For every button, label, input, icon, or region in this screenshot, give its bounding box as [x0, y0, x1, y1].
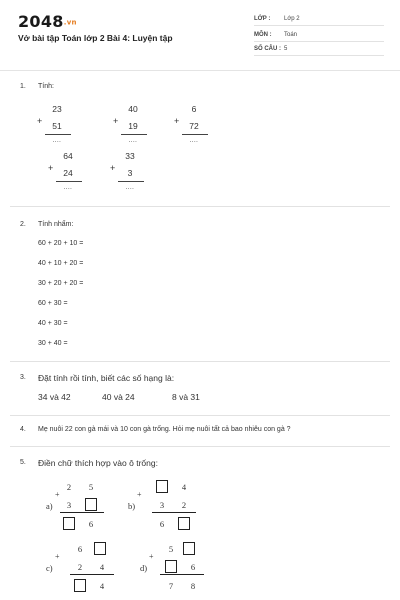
plus-sign: +	[55, 490, 60, 499]
addend-top: 23	[52, 104, 62, 114]
digit: 2	[77, 562, 83, 572]
question-text: Tính:	[38, 83, 54, 90]
puzzle-label: c)	[46, 563, 53, 573]
puzzle-a	[46, 480, 118, 542]
site-logo[interactable]	[18, 12, 77, 31]
digit: 5	[88, 482, 94, 492]
section-divider	[10, 446, 390, 447]
sum-line	[160, 574, 204, 575]
answer-blank: ....	[63, 185, 73, 191]
addend-bottom: 24	[63, 168, 73, 178]
meta-class	[254, 14, 384, 26]
question-number: 3.	[20, 374, 26, 381]
puzzle-d	[140, 542, 212, 600]
answer-blank: ....	[189, 138, 199, 144]
sum-line	[121, 134, 147, 135]
question-number: 4.	[20, 426, 26, 433]
addend-bottom: 72	[189, 121, 199, 131]
addend-bottom: 19	[128, 121, 138, 131]
plus-sign: +	[55, 552, 60, 561]
answer-box[interactable]	[165, 560, 177, 573]
addend-top: 33	[125, 151, 135, 161]
digit: 2	[181, 500, 187, 510]
puzzle-label: d)	[140, 563, 148, 573]
mental-math-item: 30 + 40 =	[38, 340, 68, 347]
answer-box[interactable]	[74, 579, 86, 592]
plus-sign: +	[37, 116, 43, 126]
question-text: Tính nhẩm:	[38, 221, 74, 228]
digit: 6	[77, 544, 83, 554]
plus-sign: +	[48, 163, 54, 173]
logo-text: 2048	[18, 12, 64, 31]
logo-suffix: .vn	[63, 18, 77, 27]
question-number: 1.	[20, 83, 26, 90]
addend-pair: 40 và 24	[102, 392, 135, 402]
plus-sign: +	[174, 116, 180, 126]
digit: 5	[168, 544, 174, 554]
sum-line	[118, 181, 144, 182]
sum-line	[60, 512, 104, 513]
digit: 6	[88, 519, 94, 529]
sum-line	[45, 134, 71, 135]
plus-sign: +	[149, 552, 154, 561]
meta-value: 5	[284, 46, 288, 52]
digit: 6	[190, 562, 196, 572]
addend-pair: 8 và 31	[172, 392, 200, 402]
answer-box[interactable]	[63, 517, 75, 530]
addend-bottom: 3	[127, 168, 133, 178]
worksheet-header	[0, 0, 400, 68]
digit: 4	[99, 562, 105, 572]
sum-line	[182, 134, 208, 135]
meta-value: Lớp 2	[284, 16, 300, 22]
answer-blank: ....	[125, 185, 135, 191]
question-text: Điền chữ thích hợp vào ô trống:	[38, 458, 158, 468]
digit: 4	[181, 482, 187, 492]
puzzle-c	[46, 542, 118, 600]
header-divider	[0, 70, 400, 71]
question-number: 5.	[20, 459, 26, 466]
digit: 6	[159, 519, 165, 529]
answer-box[interactable]	[156, 480, 168, 493]
mental-math-item: 40 + 30 =	[38, 320, 68, 327]
addend-top: 64	[63, 151, 73, 161]
digit: 3	[159, 500, 165, 510]
addend-top: 6	[191, 104, 197, 114]
answer-box[interactable]	[85, 498, 97, 511]
sum-line	[152, 512, 196, 513]
addition-column	[48, 151, 88, 211]
question-text: Mẹ nuôi 22 con gà mái và 10 con gà trống. Hỏi mẹ nuôi tất cả bao nhiêu con gà ?	[38, 426, 291, 433]
sum-line	[56, 181, 82, 182]
mental-math-item: 40 + 10 + 20 =	[38, 260, 84, 267]
page-title: Vở bài tập Toán lớp 2 Bài 4: Luyện tập	[18, 33, 173, 43]
addend-bottom: 51	[52, 121, 62, 131]
question-text: Đặt tính rồi tính, biết các số hạng là:	[38, 373, 175, 383]
meta-key: MÔN :	[254, 32, 272, 38]
plus-sign: +	[113, 116, 119, 126]
answer-blank: ....	[52, 138, 62, 144]
meta-subject	[254, 30, 384, 42]
addition-column	[174, 104, 214, 164]
mental-math-item: 60 + 30 =	[38, 300, 68, 307]
section-divider	[10, 206, 390, 207]
section-divider	[10, 361, 390, 362]
digit: 2	[66, 482, 72, 492]
answer-blank: ....	[128, 138, 138, 144]
section-divider	[10, 415, 390, 416]
meta-key: SỐ CÂU :	[254, 46, 281, 52]
meta-value: Toán	[284, 32, 298, 38]
plus-sign: +	[137, 490, 142, 499]
digit: 4	[99, 581, 105, 591]
meta-key: LỚP :	[254, 16, 271, 22]
digit: 8	[190, 581, 196, 591]
addition-column	[110, 151, 150, 211]
meta-question-count	[254, 44, 384, 56]
sum-line	[70, 574, 114, 575]
mental-math-item: 60 + 20 + 10 =	[38, 240, 84, 247]
question-number: 2.	[20, 221, 26, 228]
answer-box[interactable]	[183, 542, 195, 555]
addend-pair: 34 và 42	[38, 392, 71, 402]
addend-top: 40	[128, 104, 138, 114]
answer-box[interactable]	[178, 517, 190, 530]
answer-box[interactable]	[94, 542, 106, 555]
plus-sign: +	[110, 163, 116, 173]
puzzle-label: b)	[128, 501, 136, 511]
digit: 3	[66, 500, 72, 510]
puzzle-b	[128, 480, 200, 542]
mental-math-item: 30 + 20 + 20 =	[38, 280, 84, 287]
digit: 7	[168, 581, 174, 591]
puzzle-label: a)	[46, 501, 53, 511]
